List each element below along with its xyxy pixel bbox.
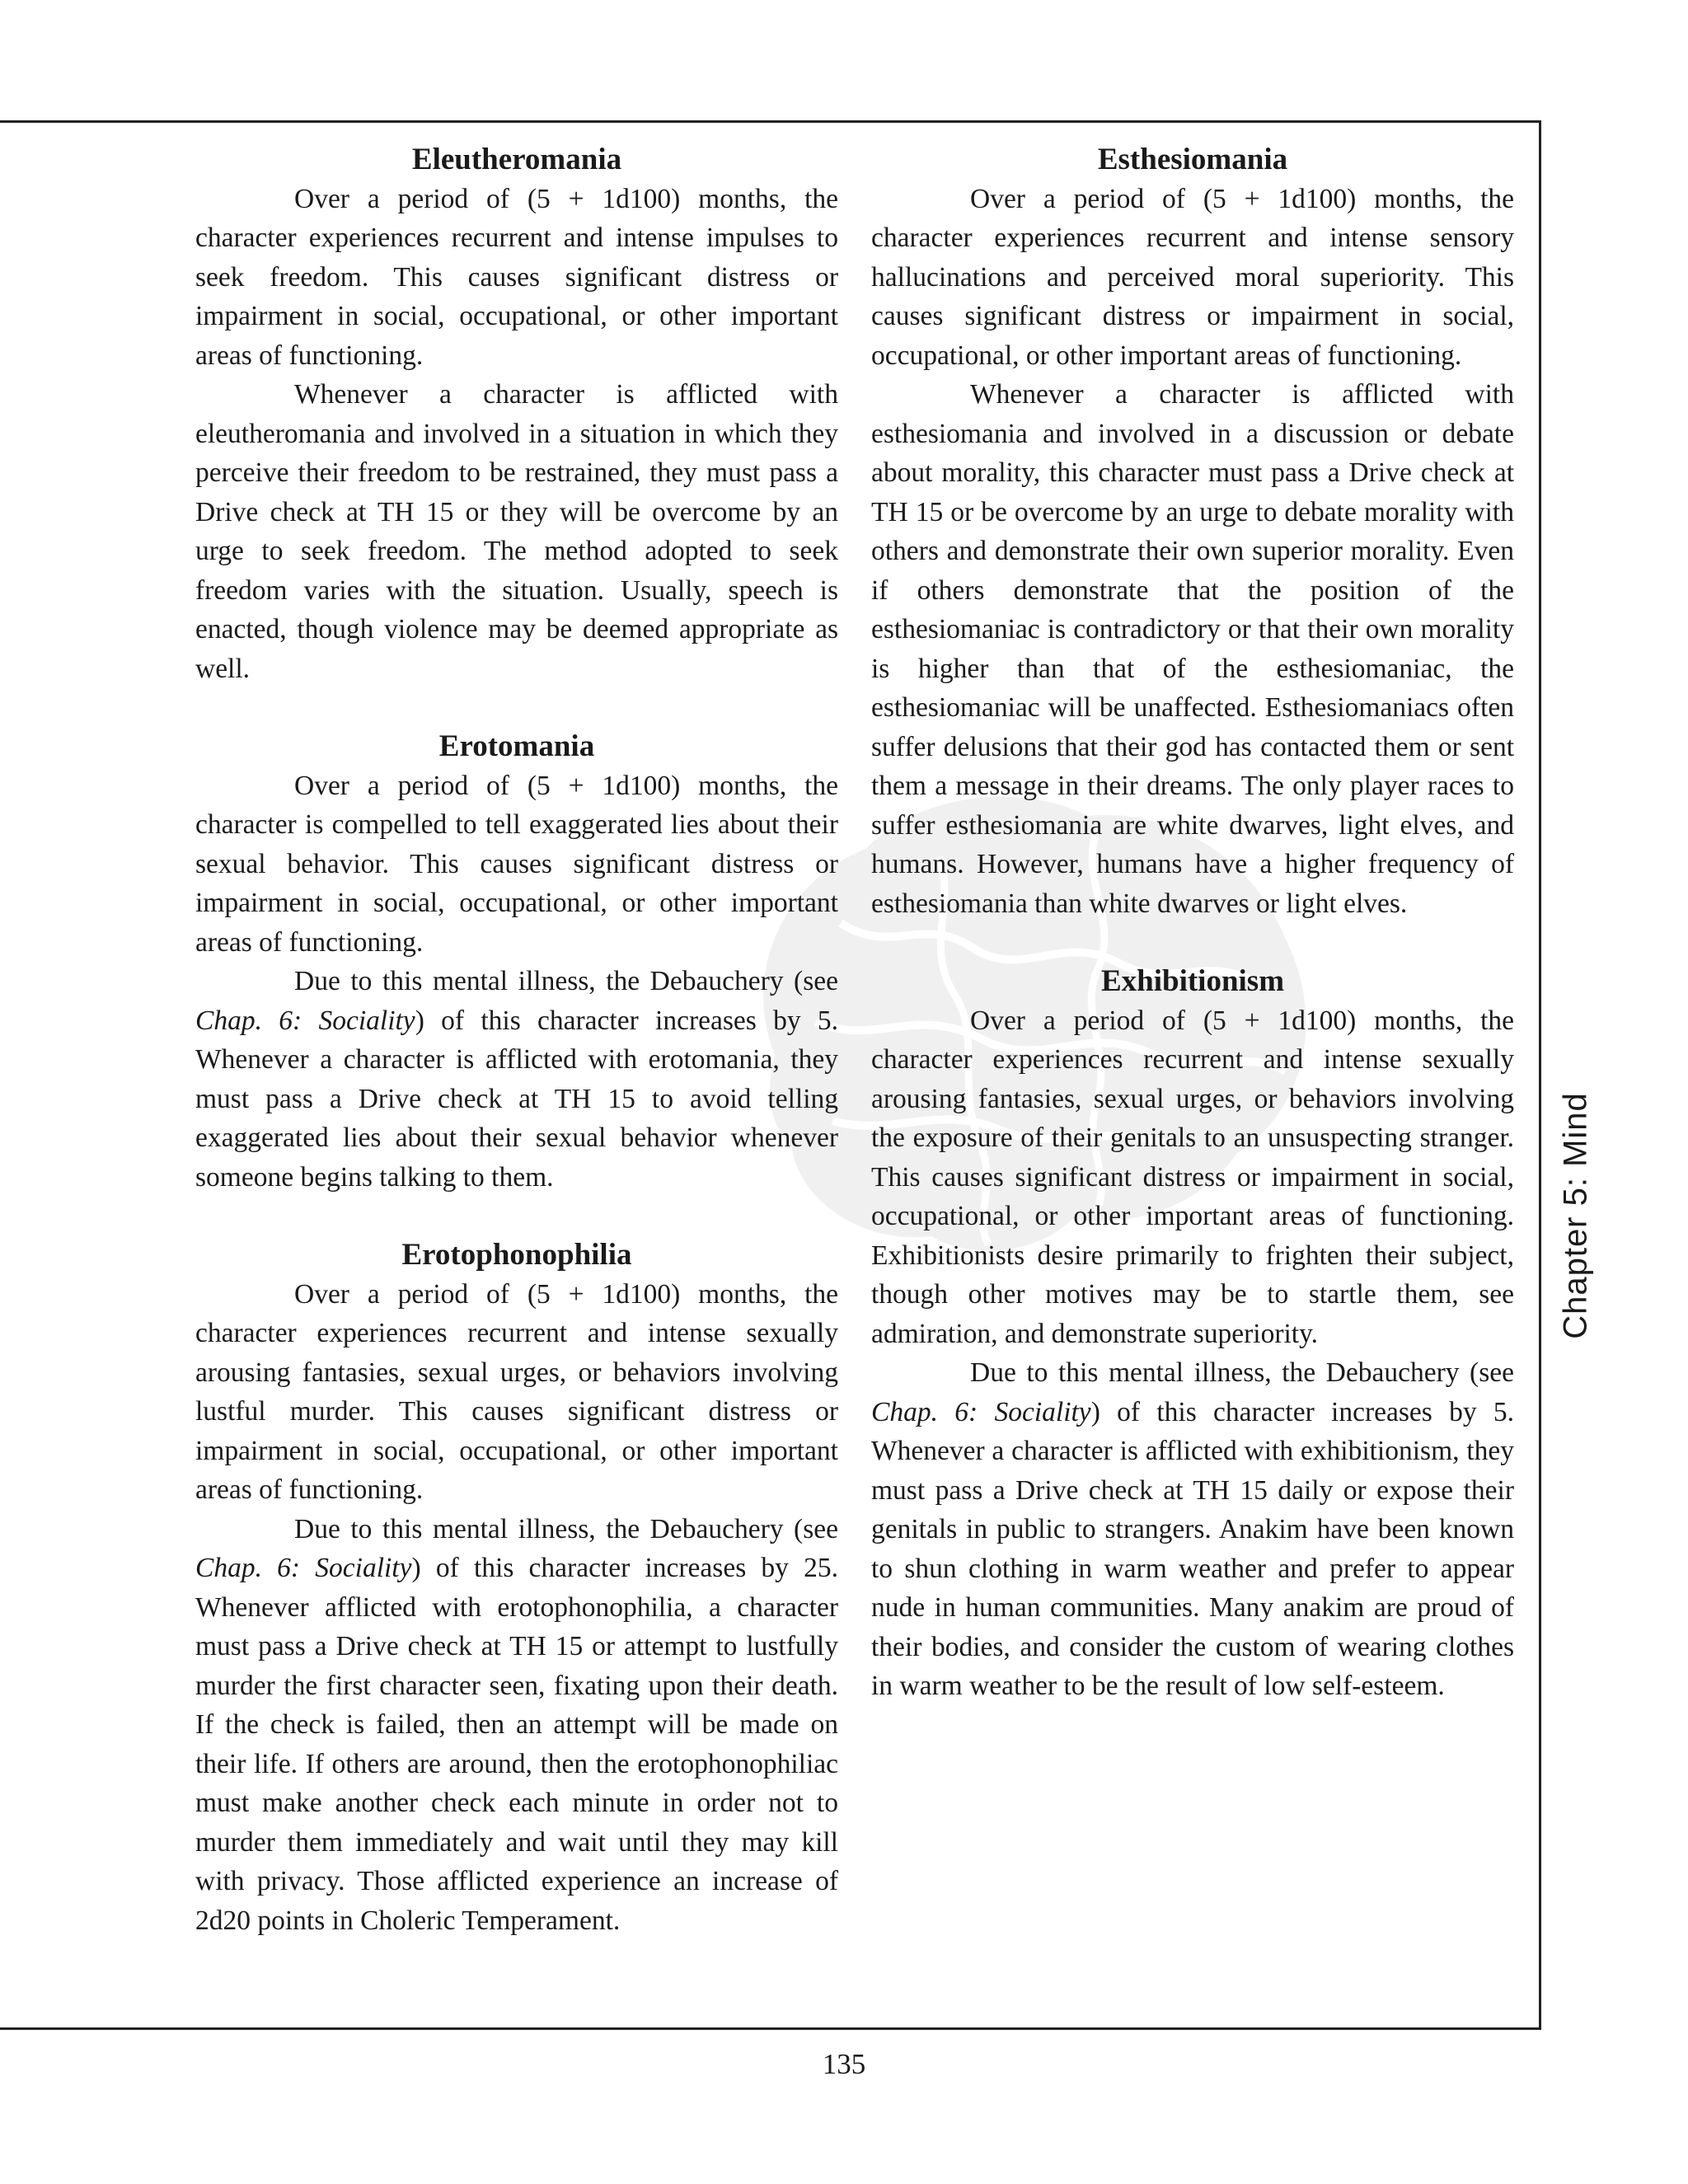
section-erotomania <box>195 727 838 1197</box>
section-heading: Exhibitionism <box>1100 964 1285 998</box>
section-eleutheromania <box>195 140 838 688</box>
section-paragraph <box>195 1510 838 1941</box>
paragraph-text: ) of this character increases by 25. Whenever afflicted with erotophonophilia, a character must pass a Drive check at TH 15 or attempt to lustfully murder the first character seen, fixating upon their death. If the check is failed, then an attempt will be made on their life. If others are around, then the erotophonophiliac must make another check each minute in order not to murder them immediately and wait until they may kill with privacy. Those afflicted experience an increase of 2d20 points in Choleric Temperament. <box>195 1553 838 1936</box>
left-column <box>195 140 838 1979</box>
paragraph-text: ) of this character increases by 5. Whenever a character is afflicted with exhibitionism, they must pass a Drive check at TH 15 daily or expose their genitals in public to strangers. Anakim have been known to shun clothing in warm weather and prefer to appear nude in human communities. Many anakim are proud of their bodies, and consider the custom of wearing clothes in warm weather to be the result of low self-esteem. <box>871 1396 1514 1701</box>
section-paragraph: Over a period of (5 + 1d100) months, the character experiences recurrent and intense sensory hallucinations and perceived moral superiority. This causes significant distress or impairment in social, occupational, or other important areas of functioning. <box>871 183 1514 371</box>
section-paragraph: Whenever a character is afflicted with eleutheromania and involved in a situation in which they perceive their freedom to be restrained, they must pass a Drive check at TH 15 or they will be overcome by an urge to seek freedom. The method adopted to seek freedom varies with the situation. Usually, speech is enacted, though violence may be deemed appropriate as well. <box>195 379 838 684</box>
right-column <box>871 140 1514 1745</box>
section-heading: Erotophonophilia <box>401 1238 632 1272</box>
section-exhibitionism <box>871 962 1514 1706</box>
paragraph-text: ) of this character increases by 5. Whenever a character is afflicted with erotomania, they must pass a Drive check at TH 15 to avoid telling exaggerated lies about their sexual behavior whenever someone begins talking to them. <box>195 1005 838 1193</box>
chapter-reference: Chap. 6: Sociality <box>195 1553 412 1583</box>
chapter-reference: Chap. 6: Sociality <box>195 1005 415 1036</box>
page-frame-top-rule <box>0 120 1541 123</box>
page-frame-bottom-rule <box>0 2027 1541 2030</box>
section-paragraph <box>195 962 838 1197</box>
section-paragraph: Over a period of (5 + 1d100) months, the character experiences recurrent and intense sexually arousing fantasies, sexual urges, or behaviors involving the exposure of their genitals to an unsuspecting stranger. This causes significant distress or impairment in social, occupational, or other important areas of functioning. Exhibitionists desire primarily to frighten their subject, though other motives may be to startle them, see admiration, and demonstrate superiority. <box>871 1005 1514 1349</box>
paragraph-text: Due to this mental illness, the Debauchery (see <box>294 1513 838 1544</box>
paragraph-text: Due to this mental illness, the Debauchery (see <box>294 966 838 996</box>
section-heading: Esthesiomania <box>1097 143 1288 176</box>
section-heading: Erotomania <box>438 729 595 763</box>
paragraph-text: Due to this mental illness, the Debauchery (see <box>970 1357 1514 1388</box>
chapter-side-tab-label: Chapter 5: Mind <box>1557 1092 1594 1339</box>
page-number: 135 <box>822 2048 866 2080</box>
section-paragraph: Whenever a character is afflicted with esthesiomania and involved in a discussion or debate about morality, this character must pass a Drive check at TH 15 or be overcome by an urge to debate morality with others and demonstrate their own superior morality. Even if others demonstrate that the position of the esthesiomaniac is contradictory or that their own morality is higher than that of the esthesiomaniac, the esthesiomaniac will be unaffected. Esthesiomaniacs often suffer delusions that their god has contacted them or sent them a message in their dreams. The only player races to suffer esthesiomania are white dwarves, light elves, and humans. However, humans have a higher frequency of esthesiomania than white dwarves or light elves. <box>871 379 1514 919</box>
section-paragraph: Over a period of (5 + 1d100) months, the character is compelled to tell exaggerated lies about their sexual behavior. This causes significant distress or impairment in social, occupational, or other important areas of functioning. <box>195 770 838 958</box>
page-frame-right-rule <box>1539 120 1541 2029</box>
section-paragraph: Over a period of (5 + 1d100) months, the character experiences recurrent and intense sexually arousing fantasies, sexual urges, or behaviors involving lustful murder. This causes significant distress or impairment in social, occupational, or other important areas of functioning. <box>195 1278 838 1505</box>
section-heading: Eleutheromania <box>411 143 622 176</box>
section-esthesiomania <box>871 140 1514 923</box>
section-paragraph <box>871 1353 1514 1706</box>
chapter-reference: Chap. 6: Sociality <box>871 1396 1091 1427</box>
section-paragraph: Over a period of (5 + 1d100) months, the character experiences recurrent and intense impulses to seek freedom. This causes significant distress or impairment in social, occupational, or other important areas of functioning. <box>195 183 838 371</box>
section-erotophonophilia <box>195 1235 838 1940</box>
